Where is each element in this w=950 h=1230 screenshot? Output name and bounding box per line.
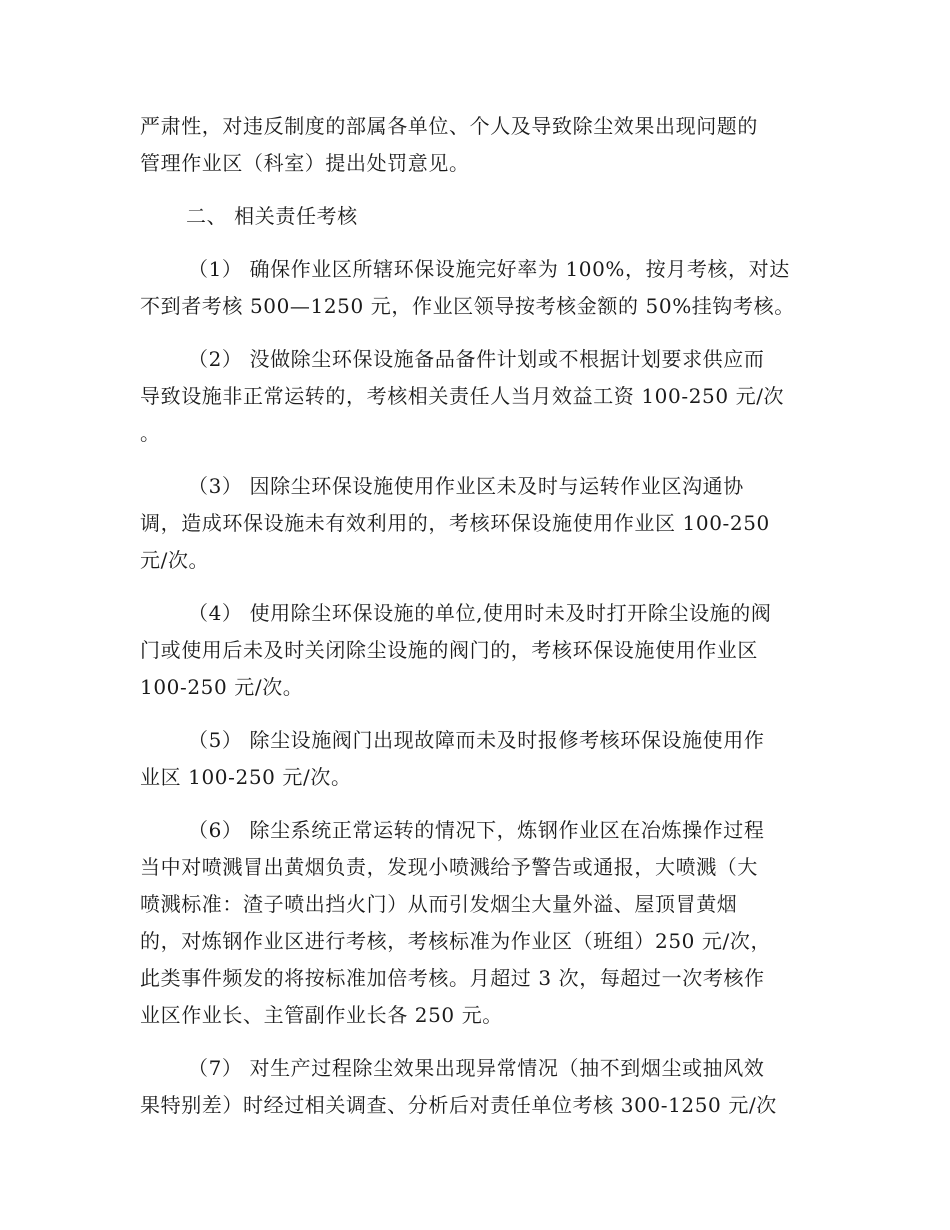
intro-line-1: 严肃性，对违反制度的部属各单位、个人及导致除尘效果出现问题的: [140, 114, 758, 138]
item-7-line-1: （7） 对生产过程除尘效果出现异常情况（抽不到烟尘或抽风效: [188, 1056, 765, 1080]
item-2-line-2: 导致设施非正常运转的，考核相关责任人当月效益工资 100-250 元/次: [140, 384, 785, 408]
item-6-line-4: 的，对炼钢作业区进行考核，考核标准为作业区（班组）250 元/次，: [140, 929, 772, 953]
item-3-line-2: 调，造成环保设施未有效利用的，考核环保设施使用作业区 100-250: [140, 511, 770, 535]
item-5-line-1: （5） 除尘设施阀门出现故障而未及时报修考核环保设施使用作: [188, 728, 765, 752]
item-1-line-1: （1） 确保作业区所辖环保设施完好率为 100%，按月考核，对达: [188, 257, 790, 281]
intro-line-2: 管理作业区（科室）提出处罚意见。: [140, 151, 470, 175]
section-heading: 二、 相关责任考核: [186, 204, 358, 228]
item-6-line-5: 此类事件频发的将按标准加倍考核。月超过 3 次，每超过一次考核作: [140, 966, 765, 990]
item-1-line-2: 不到者考核 500—1250 元，作业区领导按考核金额的 50%挂钩考核。: [140, 294, 795, 318]
item-6-line-2: 当中对喷溅冒出黄烟负责，发现小喷溅给予警告或通报，大喷溅（大: [140, 855, 758, 879]
item-4-line-2: 门或使用后未及时关闭除尘设施的阀门的，考核环保设施使用作业区: [140, 638, 758, 662]
item-4-line-3: 100-250 元/次。: [140, 675, 304, 699]
item-6-line-3: 喷溅标准：渣子喷出挡火门）从而引发烟尘大量外溢、屋顶冒黄烟: [140, 892, 738, 916]
item-2-line-3: 。: [140, 421, 161, 445]
item-2-line-1: （2） 没做除尘环保设施备品备件计划或不根据计划要求供应而: [188, 347, 765, 371]
item-4-line-1: （4） 使用除尘环保设施的单位,使用时未及时打开除尘设施的阀: [188, 601, 772, 625]
item-7-line-2: 果特别差）时经过相关调查、分析后对责任单位考核 300-1250 元/次: [140, 1093, 777, 1117]
item-6-line-1: （6） 除尘系统正常运转的情况下，炼钢作业区在冶炼操作过程: [188, 818, 765, 842]
item-3-line-1: （3） 因除尘环保设施使用作业区未及时与运转作业区沟通协: [188, 474, 744, 498]
item-6-line-6: 业区作业长、主管副作业长各 250 元。: [140, 1003, 503, 1027]
item-5-line-2: 业区 100-250 元/次。: [140, 765, 352, 789]
item-3-line-3: 元/次。: [140, 548, 210, 572]
